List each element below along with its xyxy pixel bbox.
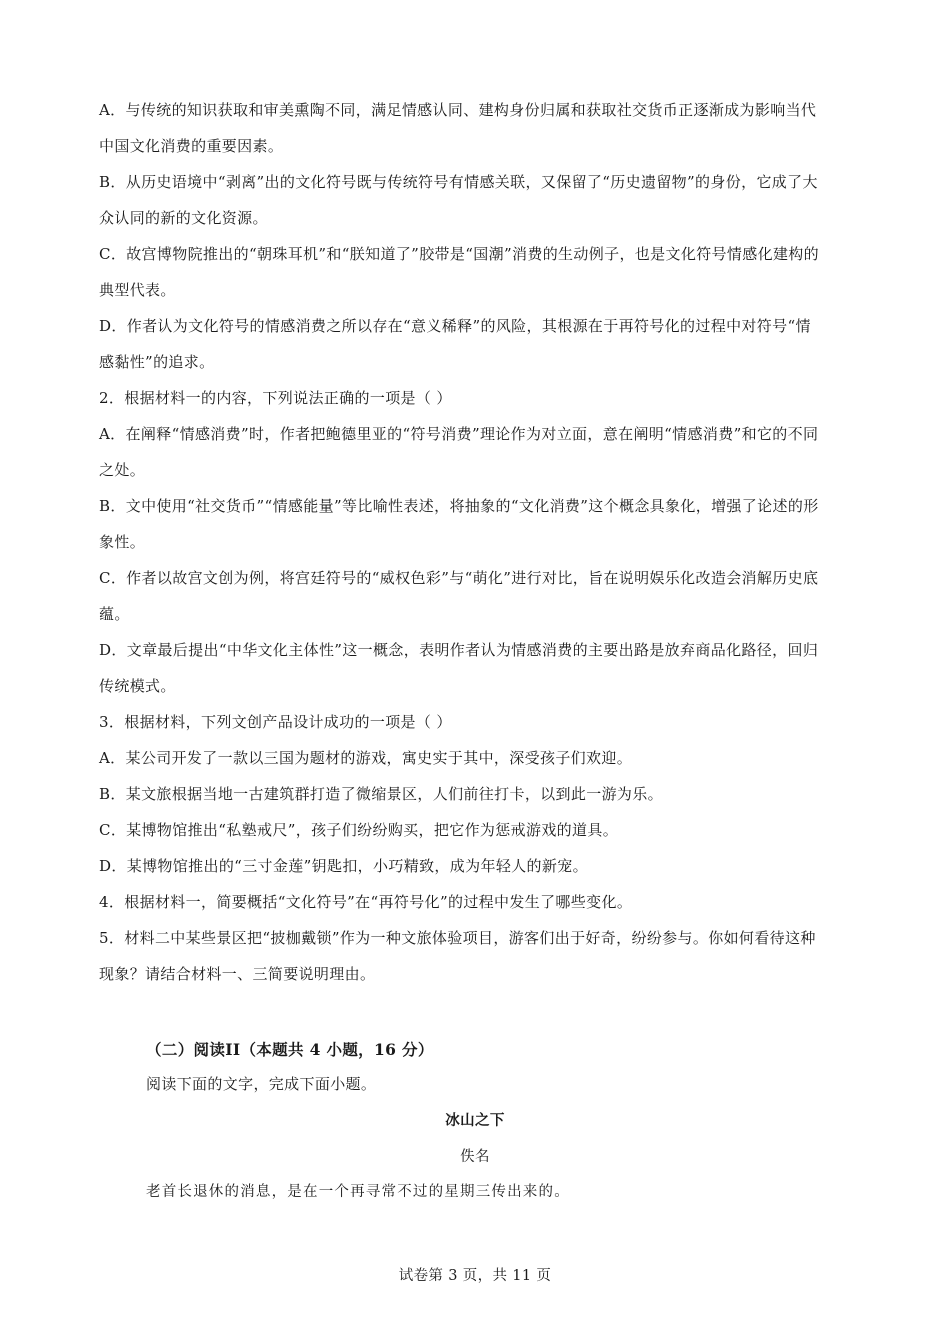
q2-option-c-line-2: 蕴。: [99, 605, 130, 623]
q2-option-d-line-1: D．文章最后提出“中华文化主体性”这一概念，表明作者认为情感消费的主要出路是放弃商品化路径，回归: [99, 641, 819, 659]
option-b-line-1: B．从历史语境中“剥离”出的文化符号既与传统符号有情感关联，又保留了“历史遗留物”的身份，它成了大: [99, 173, 818, 191]
q2-option-a-line-1: A．在阐释“情感消费”时，作者把鲍德里亚的“符号消费”理论作为对立面，意在阐明“情感消费”和它的不同: [99, 425, 819, 443]
option-b-line-2: 众认同的新的文化资源。: [99, 209, 268, 227]
option-a-line-2: 中国文化消费的重要因素。: [99, 137, 284, 155]
story-title: 冰山之下: [445, 1112, 505, 1129]
q2-option-b-line-2: 象性。: [99, 533, 146, 551]
page-footer: 试卷第 3 页，共 11 页: [398, 1268, 552, 1284]
question-5-line-1: 5．材料二中某些景区把“披枷戴锁”作为一种文旅体验项目，游客们出于好奇，纷纷参与。你如何看待这种: [99, 929, 816, 947]
q3-option-a: A．某公司开发了一款以三国为题材的游戏，寓史实于其中，深受孩子们欢迎。: [99, 749, 633, 767]
q2-option-b-line-1: B．文中使用“社交货币”“情感能量”等比喻性表述，将抽象的“文化消费”这个概念具象化，增强了论述的形: [99, 497, 819, 515]
option-a-line-1: A．与传统的知识获取和审美熏陶不同，满足情感认同、建构身份归属和获取社交货币正逐渐成为影响当代: [99, 101, 817, 119]
section-intro: 阅读下面的文字，完成下面小题。: [146, 1075, 377, 1093]
q2-option-a-line-2: 之处。: [99, 461, 146, 479]
option-d-line-1: D．作者认为文化符号的情感消费之所以存在“意义稀释”的风险，其根源在于再符号化的过程中对符号“情: [99, 317, 811, 335]
option-c-line-1: C．故宫博物院推出的“朝珠耳机”和“朕知道了”胶带是“国潮”消费的生动例子，也是文化符号情感化建构的: [99, 245, 819, 263]
section-title: （二）阅读II（本题共 4 小题，16 分）: [146, 1040, 434, 1059]
q3-option-b: B．某文旅根据当地一古建筑群打造了微缩景区，人们前往打卡，以到此一游为乐。: [99, 785, 663, 803]
option-c-line-2: 典型代表。: [99, 281, 176, 299]
question-3-stem: 3．根据材料，下列文创产品设计成功的一项是（ ）: [99, 713, 452, 731]
story-paragraph: 老首长退休的消息，是在一个再寻常不过的星期三传出来的。: [146, 1184, 570, 1200]
q2-option-c-line-1: C．作者以故宫文创为例，将宫廷符号的“威权色彩”与“萌化”进行对比，旨在说明娱乐化改造会消解历史底: [99, 569, 819, 587]
q3-option-d: D．某博物馆推出的“三寸金莲”钥匙扣，小巧精致，成为年轻人的新宠。: [99, 857, 588, 875]
q3-option-c: C．某博物馆推出“私塾戒尺”，孩子们纷纷购买，把它作为惩戒游戏的道具。: [99, 821, 619, 839]
q2-option-d-line-2: 传统模式。: [99, 677, 176, 695]
story-author: 佚名: [460, 1149, 490, 1165]
question-2-stem: 2．根据材料一的内容，下列说法正确的一项是（ ）: [99, 389, 452, 407]
question-5-line-2: 现象？请结合材料一、三简要说明理由。: [99, 965, 376, 983]
question-4: 4．根据材料一，简要概括“文化符号”在“再符号化”的过程中发生了哪些变化。: [99, 893, 633, 911]
option-d-line-2: 感黏性”的追求。: [99, 353, 215, 371]
